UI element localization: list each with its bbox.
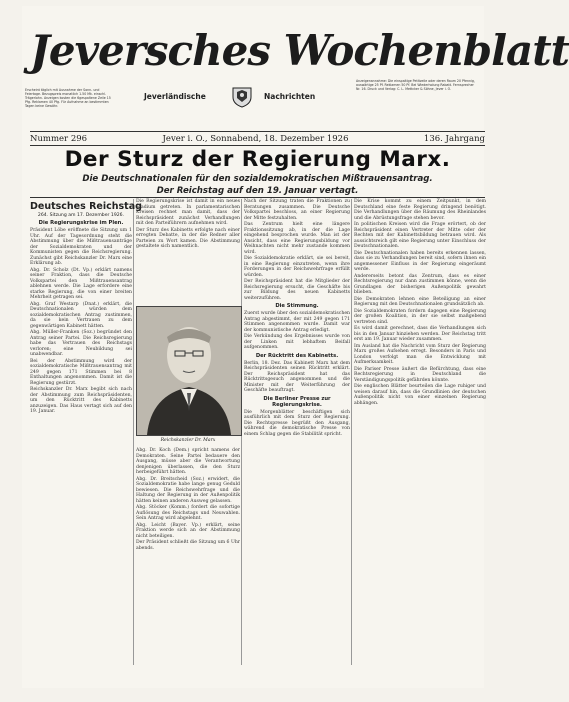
article-paragraph: Berlin, 18. Dez. Das Kabinett Marx hat dem Reichspräsidenten seinen Rücktritt erklärt. Der Reichspräsident hat das Rücktrittsgesuch angenommen und die Minister mit der Weiterführung der Geschäfte beauftragt. xyxy=(244,360,350,393)
article-paragraph: Der Präsident schließt die Sitzung um 6 Uhr abends. xyxy=(136,540,240,551)
place-date: Jever i. O., Sonnabend, 18. Dezember 1926 xyxy=(162,134,349,144)
article-paragraph: Nach der Sitzung traten die Fraktionen zu Beratungen zusammen. Die Deutsche Volkspartei beschloss, an einer Regierung der Mitte festzuhalten. xyxy=(244,199,350,221)
portrait-photo xyxy=(136,306,242,436)
article-paragraph: Der Sturz des Kabinetts erfolgte nach einer erregten Debatte, in der die Redner aller Parteien zu Wort kamen. Die Abstimmung gestaltete sich namentlich. xyxy=(136,227,240,249)
crest-icon xyxy=(231,86,253,108)
column-divider xyxy=(133,199,134,665)
masthead-info-right: Anzeigenannahme: Die einspaltige Petitzeile oder deren Raum 20 Pfennig, auswärtige 25 Pf. Reklamen 50 Pf. Bei Wiederholung Rabatt. Fernsprecher Nr. 16. Druck und Verlag: C. L. Mettcker & Söhne, Jever i. O. xyxy=(356,79,475,91)
article-paragraph: Der Reichspräsident hat die Mitglieder der Reichsregierung ersucht, die Geschäfte bis zur Bildung des neuen Kabinetts weiterzuführen. xyxy=(244,279,350,301)
article-paragraph: Die Krise kommt zu einem Zeitpunkt, in dem Deutschland eine feste Regierung dringend benötigt. Die Verhandlungen über die Räumung des Rheinlandes und die Abrüstungsfrage stehen bevor. xyxy=(354,199,486,221)
article-paragraph: Präsident Löbe eröffnete die Sitzung um 1 Uhr. Auf der Tagesordnung steht die Abstimmung über die Mißtrauensanträge der Sozialdemokraten und der Kommunisten gegen die Reichsregierung. Zunächst gibt Reichskanzler Dr. Marx eine Erklärung ab. xyxy=(30,228,132,266)
portrait-image xyxy=(137,307,241,435)
issue-number: Nummer 296 xyxy=(30,134,88,144)
article-paragraph: Abg. Leicht (Bayer. Vp.) erklärt, seine Fraktion werde sich an der Abstimmung nicht beteiligen. xyxy=(136,522,240,539)
article-paragraph: Die Demokraten lehnen eine Beteiligung an einer Regierung mit den Deutschnationalen grundsätzlich ab. xyxy=(354,296,486,307)
article-paragraph: Die Deutschnationalen haben bereits erkennen lassen, dass sie zu Verhandlungen bereit sind, sofern ihnen ein angemessener Einfluss in der Regierung eingeräumt werde. xyxy=(354,250,486,272)
article-paragraph: Abg. Müller-Franken (Soz.) begründet den Antrag seiner Partei. Die Reichsregierung habe das Vertrauen des Reichstags verloren; eine Neubildung sei unabwendbar. xyxy=(30,330,132,357)
section-subtitle: 264. Sitzung am 17. Dezember 1926. xyxy=(37,213,125,218)
article-paragraph: Die Sozialdemokratie erklärt, sie sei bereit, in eine Regierung einzutreten, wenn ihre Forderungen in der Reichswehrfrage erfüllt würden. xyxy=(244,256,350,278)
column-2-bottom xyxy=(136,448,240,665)
article-paragraph: Im Ausland hat die Nachricht vom Sturz der Regierung Marx großes Aufsehen erregt. Besonders in Paris und London verfolgt man die Entwicklung mit Aufmerksamkeit. xyxy=(354,343,486,365)
minor-heading: Die Regierungskrise im Plen. xyxy=(38,220,124,226)
article-paragraph: Zuerst wurde über den sozialdemokratischen Antrag abgestimmt, der mit 249 gegen 171 Stimmen angenommen wurde. Damit war der kommunistische Antrag erledigt. xyxy=(244,311,350,333)
volume: 136. Jahrgang xyxy=(423,134,485,144)
column-1 xyxy=(30,199,142,665)
masthead-subtitle-left: Jeverländische xyxy=(144,92,206,101)
minor-heading: Der Rücktritt des Kabinetts. xyxy=(255,352,339,359)
minor-heading: Die Berliner Presse zur Regierungskrise. xyxy=(263,395,331,408)
column-2-top xyxy=(136,199,240,305)
minor-heading: Die Stimmung. xyxy=(275,303,319,309)
article-paragraph: Es wird damit gerechnet, dass die Verhandlungen sich bis in den Januar hinziehen werden. Der Reichstag tritt erst am 19. Januar wieder zusammen. xyxy=(354,326,486,342)
article-paragraph: Die Sozialdemokraten fordern dagegen eine Regierung der großen Koalition, in der sie selbst maßgebend vertreten sind. xyxy=(354,308,486,325)
column-3 xyxy=(244,199,350,665)
article-paragraph: Das Zentrum hielt eine längere Fraktionssitzung ab, in der die Lage eingehend besprochen wurde. Man ist der Ansicht, dass eine Regierungsbildung vor Weihnachten nicht mehr zustande kommen wird. xyxy=(244,222,350,255)
article-paragraph: Bei der Abstimmung wird der sozialdemokratische Mißtrauensantrag mit 249 gegen 171 Stimmen bei 8 Enthaltungen angenommen. Damit ist die Regierung gestürzt. xyxy=(30,358,132,386)
masthead-title: Jeversches Wochenblatt xyxy=(30,26,569,75)
article-paragraph: Die Verkündung des Ergebnisses wurde von der Linken mit lebhaftem Beifall aufgenommen. xyxy=(244,334,350,350)
newspaper-page xyxy=(22,6,569,688)
article-paragraph: Abg. Dr. Breitscheid (Soz.) erwidert, die Sozialdemokratie habe lange genug Geduld bewiesen. Die Reichswehrfrage und die Haltung der Regierung in der Außenpolitik hätten keinen anderen Ausweg gelassen. xyxy=(136,476,240,504)
top-rule xyxy=(30,131,485,132)
article-paragraph: Abg. Stöcker (Komm.) fordert die sofortige Auflösung des Reichstags und Neuwahlen. Sein Antrag wird abgelehnt. xyxy=(136,505,240,521)
article-paragraph: Die Pariser Presse äußert die Befürchtung, dass eine Rechtsregierung in Deutschland die Verständigungspolitik gefährden könnte. xyxy=(354,366,486,383)
dateline-rule xyxy=(30,145,485,146)
section-title-reichstag: Deutsches Reichstag xyxy=(30,201,142,212)
main-headline: Der Sturz der Regierung Marx. xyxy=(64,147,451,172)
article-paragraph: Die Morgenblätter beschäftigen sich ausführlich mit dem Sturz der Regierung. Die Rechtspresse begrüßt den Ausgang, während die demokratische Presse von einem Schlag gegen die Stabilität spricht. xyxy=(244,409,350,437)
article-paragraph: Reichskanzler Dr. Marx begibt sich nach der Abstimmung zum Reichspräsidenten, um den Rücktritt des Kabinetts anzuzeigen. Das Haus vertagt sich auf den 19. Januar. xyxy=(30,387,132,414)
masthead-info-left: Erscheint täglich mit Ausnahme der Sonn- und Feiertage. Bezugspreis monatlich 1.50 Mk. einschl. Trägerlohn. Anzeigen kosten die 6gespaltene Zeile 15 Pfg. Reklamen 40 Pfg. Für Aufnahme an bestimmten Tagen keine Gewähr. xyxy=(25,88,111,108)
article-paragraph: Andererseits betont das Zentrum, dass es einer Rechtsregierung nur dann zustimmen könne, wenn die Grundlagen der bisherigen Außenpolitik gewahrt blieben. xyxy=(354,273,486,295)
masthead-subtitle-right: Nachrichten xyxy=(264,92,316,101)
article-paragraph: Abg. Dr. Scholz (Dt. Vp.) erklärt namens seiner Fraktion, dass die Deutsche Volkspartei den Mißtrauensantrag ablehnen werde. Die Lage erfordere eine starke Regierung, die von einer breiten Mehrheit getragen sei. xyxy=(30,267,132,300)
article-paragraph: Abg. Graf Westarp (Dnat.) erklärt, die Deutschnationalen würden dem sozialdemokratischen Antrag zustimmen, da sie kein Vertrauen zu dem gegenwärtigen Kabinett hätten. xyxy=(30,301,132,329)
column-4 xyxy=(354,199,486,665)
article-paragraph: In politischen Kreisen wird die Frage erörtert, ob der Reichspräsident einen Vertreter der Mitte oder der Rechten mit der Kabinettsbildung betrauen wird. Als aussichtsreich gilt eine Regierung unter Einschluss der Deutschnationalen. xyxy=(354,222,486,249)
article-paragraph: Die englischen Blätter beurteilen die Lage ruhiger und weisen darauf hin, dass die Grundlinien der deutschen Außenpolitik nicht von einer einzelnen Regierung abhängen. xyxy=(354,384,486,406)
photo-caption: Reichskanzler Dr. Marx xyxy=(160,438,216,443)
subheadline-2: Der Reichstag auf den 19. Januar vertagt. xyxy=(156,186,359,196)
article-paragraph: Die Regierungskrise ist damit in ein neues Stadium getreten. In parlamentarischen Kreisen rechnet man damit, dass der Reichspräsident zunächst Verhandlungen mit den Parteiführern aufnehmen wird. xyxy=(136,199,240,226)
headline-rule xyxy=(30,197,485,198)
dateline xyxy=(30,134,485,144)
article-paragraph: Abg. Dr. Koch (Dem.) spricht namens der Demokraten. Seine Partei bedauere den Ausgang, müsse aber die Verantwortung denjenigen überlassen, die den Sturz herbeigeführt hätten. xyxy=(136,448,240,475)
column-divider xyxy=(351,199,352,665)
subheadline-1: Die Deutschnationalen für den sozialdemokratischen Mißtrauensantrag. xyxy=(82,174,433,184)
